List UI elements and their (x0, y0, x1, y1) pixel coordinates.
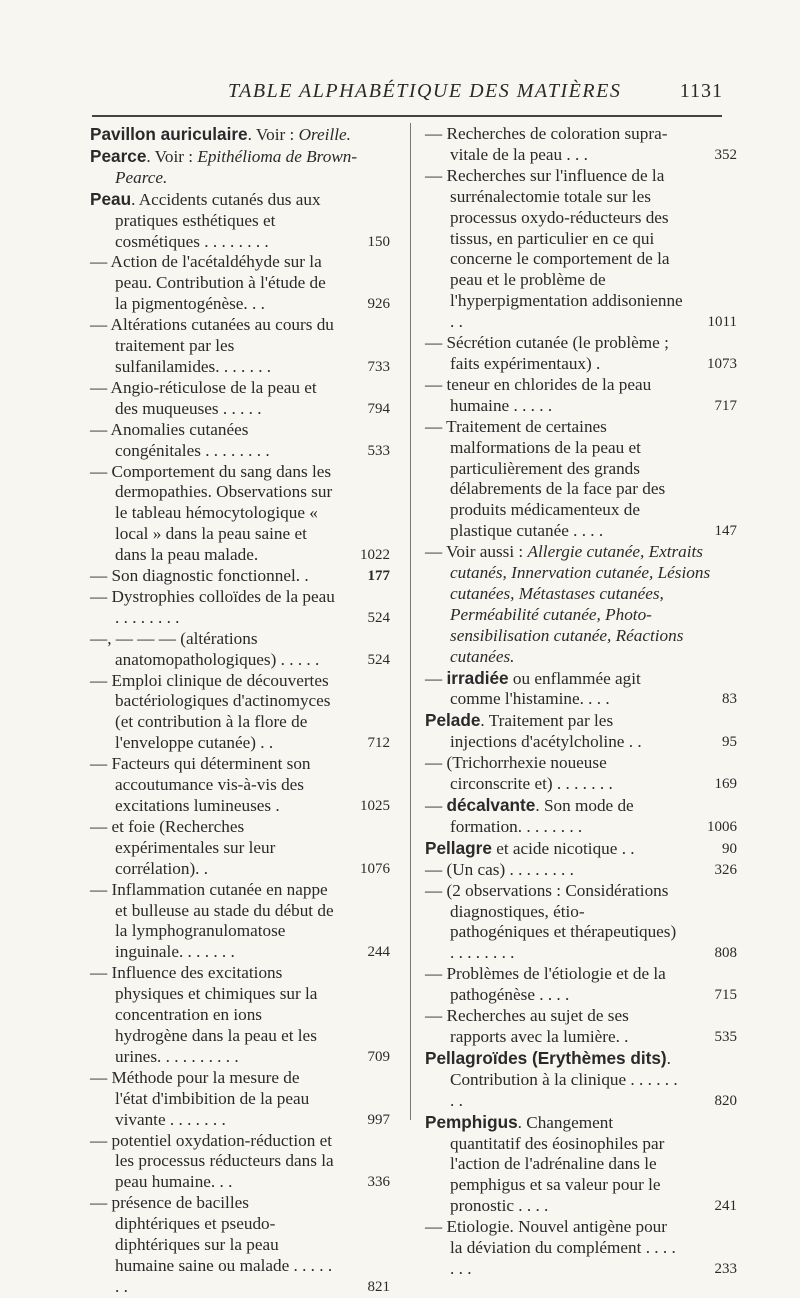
entry-page-number: 997 (367, 1111, 390, 1128)
entry-page-number: 717 (714, 397, 737, 414)
entry-text: — Méthode pour la mesure de l'état d'imbibition de la peau vivante . . . . . . . (90, 1067, 310, 1129)
entry-text: — Recherches sur l'influence de la surrénalectomie totale sur les processus oxydo-réducteurs des tissus, en particulier en ce qui concerne le comportement de la peau et le problème de l'hyperpigmentation addisonienne . . (425, 165, 683, 332)
index-entry (90, 378, 390, 420)
entry-text: . Voir : (247, 125, 299, 144)
index-entry (90, 420, 390, 462)
entry-text: — potentiel oxydation-réduction et les processus réducteurs dans la peau humaine. . . (90, 1130, 334, 1192)
entry-page-number: 352 (714, 146, 737, 163)
entry-text: . Contribution à la clinique . . . . . . . . (450, 1048, 678, 1110)
entry-text: — Comportement du sang dans les dermopathies. Observations sur le tableau hémocytologique « local » dans la peau saine et dans la peau malade. (90, 461, 333, 565)
index-entry (425, 753, 737, 795)
entry-keyword: Pelade (425, 710, 481, 731)
entry-text: — (425, 668, 447, 688)
index-entry (425, 881, 737, 965)
entry-text: — Anomalies cutanées congénitales . . . . . . . . (90, 419, 270, 460)
entry-text: — Altérations cutanées au cours du traitement par les sulfanilamides. . . . . . . (90, 315, 334, 376)
entry-page-number: 1073 (707, 355, 737, 372)
entry-keyword: Peau (90, 188, 132, 209)
entry-page-number: 177 (367, 568, 390, 585)
index-entry (425, 1217, 737, 1280)
index-entry (425, 1048, 737, 1112)
index-entry (90, 1131, 390, 1194)
entry-page-number: 1006 (707, 818, 737, 835)
index-entry (90, 566, 390, 587)
entry-page-number: 83 (722, 691, 737, 708)
entry-text: — Influence des excitations physiques et chimiques sur la concentration en ions hydrogène dans la peau et les urines. . . . . . . . . . (90, 963, 318, 1066)
index-entry (90, 880, 390, 964)
entry-text: — Son diagnostic fonctionnel. . (90, 566, 309, 586)
entry-page-number: 95 (722, 734, 737, 751)
entry-keyword: Pavillon auriculaire (90, 124, 248, 144)
entry-page-number: 808 (714, 945, 737, 962)
header-rule (92, 115, 722, 117)
entry-text: — Voir aussi : (425, 542, 528, 562)
index-entry (425, 668, 737, 711)
entry-text: — Action de l'acétaldéhyde sur la peau. Contribution à l'étude de la pigmentogénèse. . . (90, 252, 326, 314)
entry-page-number: 715 (714, 987, 737, 1004)
index-entry (425, 795, 737, 838)
entry-text: — et foie (Recherches expérimentales sur leur corrélation). . (90, 816, 276, 878)
entry-text: et acide nicotique . . (491, 838, 635, 858)
entry-page-number: 1025 (360, 798, 390, 814)
entry-page-number: 712 (367, 735, 390, 752)
index-entry (425, 860, 737, 881)
index-entry (425, 1112, 737, 1218)
entry-keyword: irradiée (446, 667, 509, 688)
index-entry (90, 252, 390, 315)
entry-page-number: 336 (367, 1174, 390, 1191)
index-entry (425, 964, 737, 1006)
entry-page-number: 821 (367, 1278, 390, 1295)
entry-text: — (425, 796, 447, 815)
entry-text: — Recherches de coloration supra-vitale de la peau . . . (425, 124, 668, 164)
entry-text: . Son mode de formation. . . . . . . . (450, 796, 634, 836)
index-entry (90, 189, 390, 253)
index-entry (425, 124, 737, 166)
entry-page-number: 535 (714, 1028, 737, 1045)
index-entry (90, 817, 390, 880)
entry-page-number: 147 (714, 523, 737, 540)
running-title: TABLE ALPHABÉTIQUE DES MATIÈRES (228, 80, 622, 102)
entry-text: — Emploi clinique de découvertes bactériologiques d'actinomyces (et contribution à la flore de l'enveloppe cutanée) . . (90, 670, 331, 753)
entry-page-number: 1022 (360, 547, 390, 564)
entry-keyword: Pearce (90, 145, 147, 166)
right-column (425, 124, 737, 1280)
entry-keyword: décalvante (446, 795, 536, 815)
entry-page-number: 1076 (360, 860, 390, 877)
index-entry (90, 315, 390, 378)
entry-page-number: 244 (367, 944, 390, 961)
index-entry (90, 754, 390, 817)
index-entry (90, 587, 390, 629)
entry-text: . Accidents cutanés dus aux pratiques esthétiques et cosmétiques . . . . . . . . (115, 189, 321, 251)
entry-text: ou enflammée agit comme l'histamine. . . . (450, 668, 641, 709)
index-entry (425, 417, 737, 542)
entry-text: — (Trichorrhexie noueuse circonscrite et) . . . . . . . (425, 753, 613, 794)
entry-page-number: 233 (714, 1260, 737, 1277)
index-entry (425, 710, 737, 753)
entry-text: — Inflammation cutanée en nappe et bulleuse au stade du début de la lymphogranulomatose inguinale. . . . . . . (90, 879, 334, 962)
entry-page-number: 524 (367, 651, 390, 668)
entry-page-number: 326 (714, 861, 737, 878)
entry-page-number: 524 (367, 609, 390, 626)
index-entry (425, 375, 737, 417)
entry-page-number: 241 (714, 1198, 737, 1215)
entry-page-number: 794 (367, 400, 390, 417)
entry-reference: Allergie cutanée, Extraits cutanés, Innervation cutanée, Lésions cutanées, Métastases cutanées, Perméabilité cutanée, Photo-sensibilisation cutanée, Réactions cutanées. (450, 542, 711, 666)
entry-text: . Traitement par les injections d'acétylcholine . . (450, 711, 642, 752)
index-entry (425, 333, 737, 375)
entry-text: — Facteurs qui déterminent son accoutumance vis-à-vis des excitations lumineuses . (90, 754, 311, 815)
entry-text: —, — — — (altérations anatomopathologiques) . . . . . (90, 628, 320, 669)
entry-page-number: 733 (367, 358, 390, 375)
entry-text: — présence de bacilles diphtériques et pseudo-diphtériques sur la peau humaine saine ou malade . . . . . . . (90, 1193, 333, 1296)
entry-keyword: Pemphigus (425, 1111, 518, 1132)
entry-page-number: 1011 (707, 314, 737, 331)
entry-text: — Angio-réticulose de la peau et des muqueuses . . . . . (90, 377, 317, 418)
column-divider (410, 123, 411, 1120)
entry-page-number: 820 (714, 1092, 737, 1109)
running-header (88, 78, 723, 108)
index-entry (90, 1193, 390, 1298)
entry-text: — Dystrophies colloïdes de la peau . . . . . . . . (90, 586, 335, 627)
page-number: 1131 (679, 80, 723, 102)
entry-text: — teneur en chlorides de la peau humaine . . . . . (425, 374, 652, 415)
entry-text: — Recherches au sujet de ses rapports avec la lumière. . (425, 1006, 629, 1046)
index-entry (90, 146, 390, 189)
left-column (90, 124, 390, 1298)
entry-text: — Sécrétion cutanée (le problème ; faits expérimentaux) . (425, 333, 669, 373)
entry-reference: Oreille. (298, 125, 351, 144)
entry-page-number: 709 (367, 1048, 390, 1065)
index-entry (425, 166, 737, 333)
index-entry (90, 671, 390, 755)
entry-text: — (2 observations : Considérations diagnostiques, étio-pathogéniques et thérapeutiques) . . . . . . . . (425, 880, 677, 963)
entry-page-number: 169 (714, 776, 737, 793)
entry-page-number: 926 (367, 296, 390, 313)
entry-text: . Voir : (146, 146, 198, 166)
entry-keyword: Pellagroïdes (Erythèmes dits) (425, 1047, 667, 1068)
index-entry (425, 542, 737, 667)
entry-page-number: 150 (367, 233, 390, 250)
index-entry (90, 462, 390, 567)
entry-text: — Etiologie. Nouvel antigène pour la déviation du complément . . . . . . . (425, 1217, 676, 1278)
entry-page-number: 90 (722, 840, 737, 857)
entry-text: — Traitement de certaines malformations de la peau et particulièrement des grands délabrements de la face par des produits médicamenteux de plastique cutanée . . . . (425, 416, 666, 541)
index-entry (425, 1006, 737, 1048)
entry-keyword: Pellagre (425, 837, 492, 858)
entry-reference: Epithélioma de Brown-Pearce. (115, 146, 358, 187)
index-entry (425, 838, 737, 860)
index-entry (90, 124, 390, 146)
entry-text: . Changement quantitatif des éosinophiles par l'action de l'adrénaline dans le pemphigus et sa valeur pour le pronostic . . . . (450, 1112, 665, 1216)
entry-text: — (Un cas) . . . . . . . . (425, 859, 574, 879)
index-entry (90, 1068, 390, 1131)
index-entry (90, 629, 390, 671)
index-entry (90, 963, 390, 1068)
entry-text: — Problèmes de l'étiologie et de la pathogénèse . . . . (425, 964, 666, 1005)
entry-page-number: 533 (367, 442, 390, 459)
